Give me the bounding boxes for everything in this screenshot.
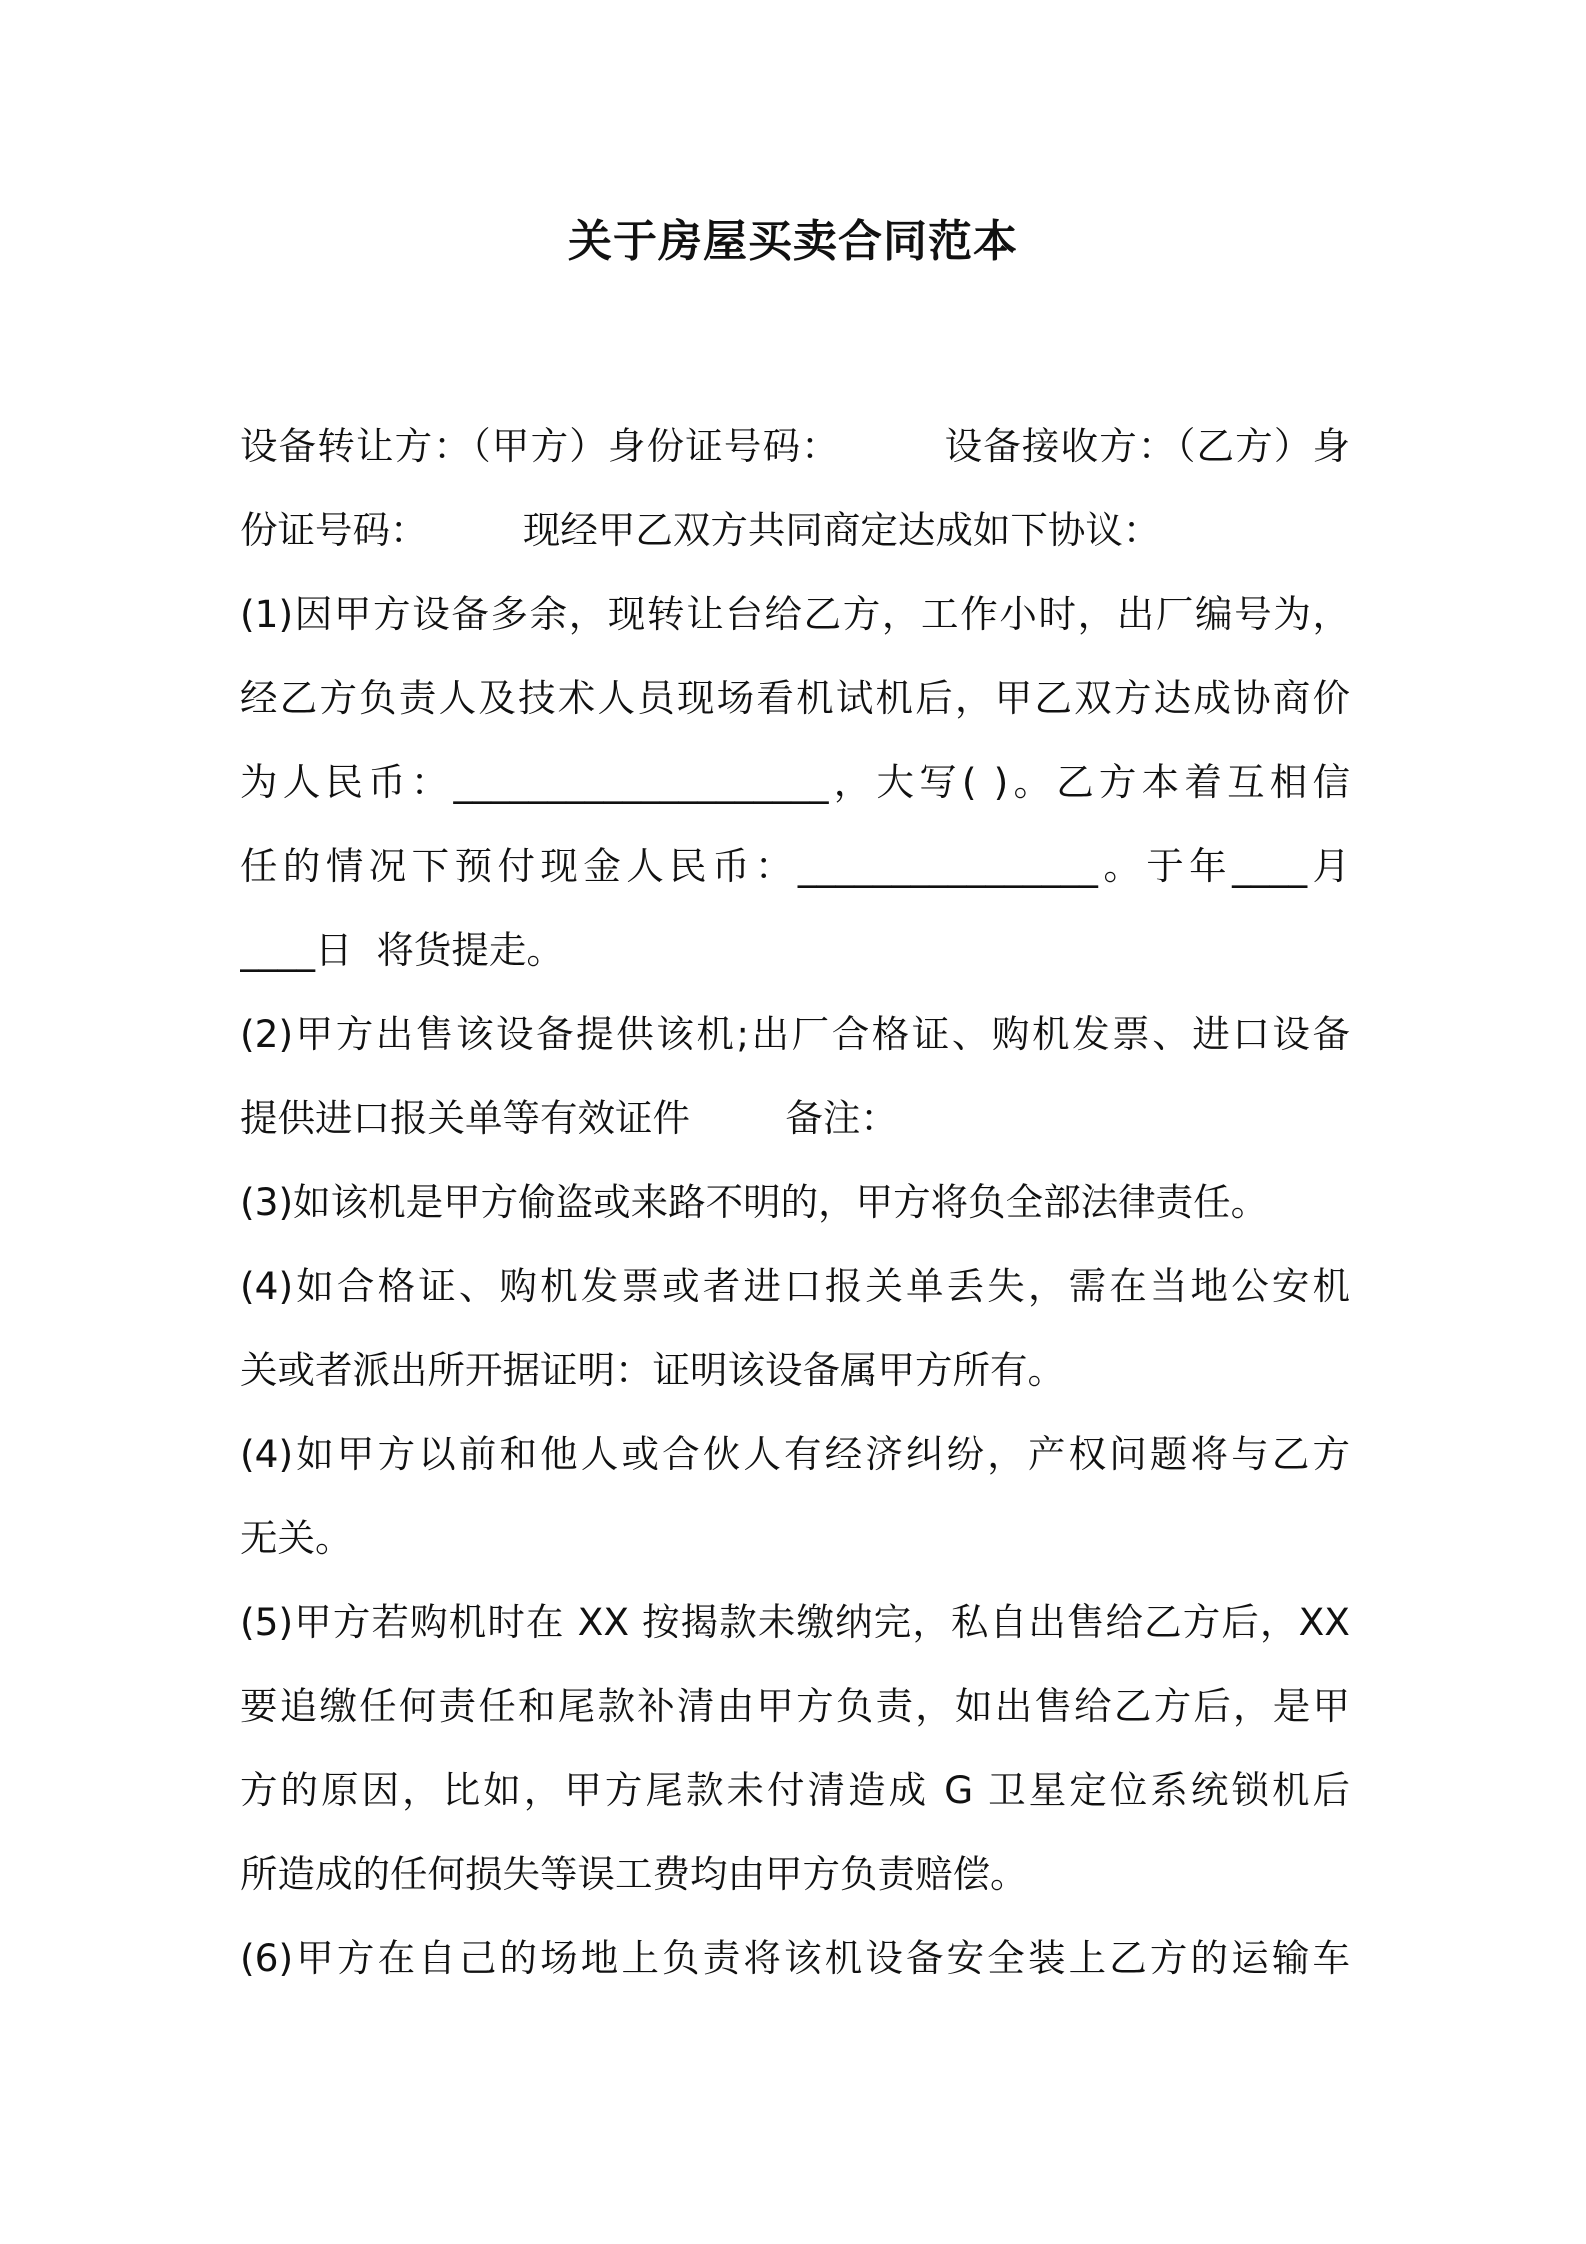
body-line: 要追缴任何责任和尾款补清由甲方负责，如出售给乙方后，是甲 <box>240 1684 1350 1728</box>
body-line: (4)如合格证、购机发票或者进口报关单丢失，需在当地公安机 <box>240 1264 1350 1308</box>
body-line: (5)甲方若购机时在 XX 按揭款未缴纳完，私自出售给乙方后，XX <box>240 1600 1350 1644</box>
body-line: 无关。 <box>240 1516 353 1560</box>
body-line: 关或者派出所开据证明：证明该设备属甲方所有。 <box>240 1348 1065 1392</box>
body-line: 份证号码： 现经甲乙双方共同商定达成如下协议： <box>240 508 1161 552</box>
body-line: 为人民币：____________________，大写( )。乙方本着互相信 <box>240 760 1350 804</box>
body-line: 方的原因，比如，甲方尾款未付清造成 G 卫星定位系统锁机后 <box>240 1768 1350 1812</box>
body-line: (6)甲方在自己的场地上负责将该机设备安全装上乙方的运输车 <box>240 1936 1350 1980</box>
body-line: 所造成的任何损失等误工费均由甲方负责赔偿。 <box>240 1852 1028 1896</box>
body-line: 经乙方负责人及技术人员现场看机试机后，甲乙双方达成协商价 <box>240 676 1350 720</box>
body-line: (4)如甲方以前和他人或合伙人有经济纠纷，产权问题将与乙方 <box>240 1432 1350 1476</box>
document-body <box>240 404 1350 2000</box>
body-line: 提供进口报关单等有效证件 备注： <box>240 1096 898 1140</box>
body-line: 设备转让方：（甲方）身份证号码： 设备接收方：（乙方）身 <box>240 424 1350 468</box>
body-line: (3)如该机是甲方偷盗或来路不明的，甲方将负全部法律责任。 <box>240 1180 1269 1224</box>
body-line: (2)甲方出售该设备提供该机;出厂合格证、购机发票、进口设备 <box>240 1012 1350 1056</box>
body-line: ____日 将货提走。 <box>240 928 564 972</box>
document-title: 关于房屋买卖合同范本 <box>568 216 1018 267</box>
body-line: (1)因甲方设备多余，现转让台给乙方，工作小时，出厂编号为， <box>240 592 1350 636</box>
body-line: 任的情况下预付现金人民币：________________。于年____月 <box>240 844 1350 888</box>
